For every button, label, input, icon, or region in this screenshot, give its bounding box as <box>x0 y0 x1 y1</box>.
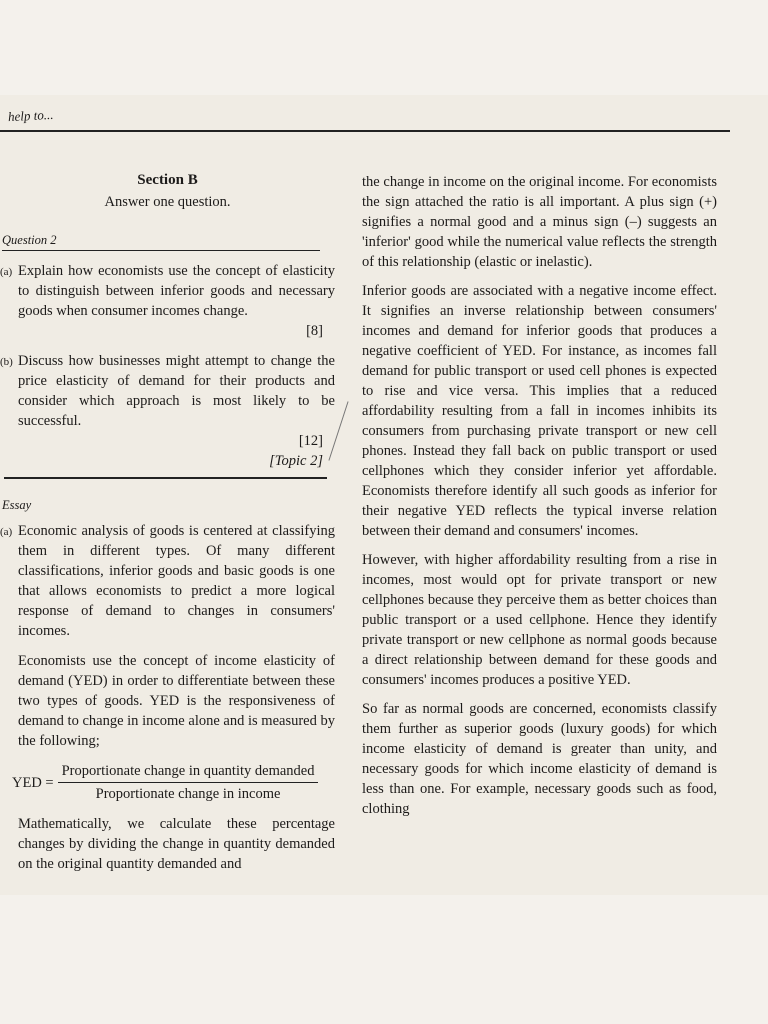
essay-paragraph-1: Economic analysis of goods is centered at classifying them in different types. Of many different classifications, inferior goods and basic goods is one that allows economists to predict a more logical response of demand to changes in consumers' incomes. <box>18 523 335 639</box>
part-b-marks: [12] <box>298 433 323 449</box>
question-part-b <box>0 351 335 451</box>
essay-paragraph-4: the change in income on the original income. For economists the sign attached the ratio is all important. A plus sign (+) signifies a normal good and a minus sign (–) suggests an 'inferior' good while the numerical value reflects the strength of this relationship (elastic or inelastic). <box>362 174 717 270</box>
right-column <box>362 172 717 828</box>
formula-lhs: YED = <box>12 774 54 791</box>
part-b-text: Discuss how businesses might attempt to change the price elasticity of demand for their products and consider which approach is most likely to be successful. <box>18 353 335 429</box>
essay-paragraph-5: Inferior goods are associated with a negative income effect. It signifies an inverse relationship between consumers' incomes and demand for inferior goods that produces a negative coefficient of YED. For instance, as incomes fall demand for public transport or used cell phones is expected to rise and vice versa. This implies that a reduced affordability resulting from a fall in incomes inhibits its consumers from purchasing private transport or new cell phones. Instead they fall back on public transport or used cellphones which they consider inferior yet affordable. Economists therefore identify all such goods as inferior for their negative YED reflects the typical inverse relation between their demand and consumers' incomes. <box>362 283 717 539</box>
formula-denominator: Proportionate change in income <box>95 786 281 802</box>
running-header: help to... <box>7 106 54 125</box>
header-rule <box>0 130 730 132</box>
question-label: Question 2 <box>2 230 320 251</box>
essay-marker: (a) <box>0 526 13 538</box>
formula-numerator: Proportionate change in quantity demanded <box>58 761 319 783</box>
question-part-a <box>0 261 335 341</box>
section-title: Section B <box>137 172 198 188</box>
essay-paragraph-7: So far as normal goods are concerned, economists classify them further as superior goods (luxury goods) for which income elasticity of demand is greater than unity, and necessary goods for which income elasticity of demand is less than one. For example, necessary goods such as food, clothing <box>362 701 717 817</box>
left-column <box>0 170 335 884</box>
yed-formula <box>12 761 335 804</box>
essay-paragraph-3: Mathematically, we calculate these percentage changes by dividing the change in quantity demanded on the original quantity demanded and <box>18 816 335 872</box>
essay-part-a <box>0 521 335 751</box>
part-b-marker: (b) <box>0 356 13 368</box>
formula-fraction <box>58 761 319 804</box>
essay-paragraph-6: However, with higher affordability resulting from a rise in incomes, most would opt for private transport or new cellphones because they perceive them as better choices than public transport or a used cellphone. Hence they identify private transport or new cellphone as normal goods because a direct relationship between demand for these goods and consumers' incomes produces a positive YED. <box>362 552 717 688</box>
part-a-marks: [8] <box>306 323 323 339</box>
part-a-marker: (a) <box>0 266 13 278</box>
topic-reference: [Topic 2] <box>269 453 323 469</box>
section-divider <box>4 477 327 479</box>
part-a-text: Explain how economists use the concept of elasticity to distinguish between inferior goods and necessary goods when consumer incomes change. <box>18 263 335 319</box>
section-instruction: Answer one question. <box>104 194 231 210</box>
essay-label: Essay <box>2 498 32 512</box>
essay-paragraph-2: Economists use the concept of income elasticity of demand (YED) in order to differentiate between these two types of goods. YED is the responsiveness of demand to change in income alone and is measured by the following; <box>18 653 335 749</box>
